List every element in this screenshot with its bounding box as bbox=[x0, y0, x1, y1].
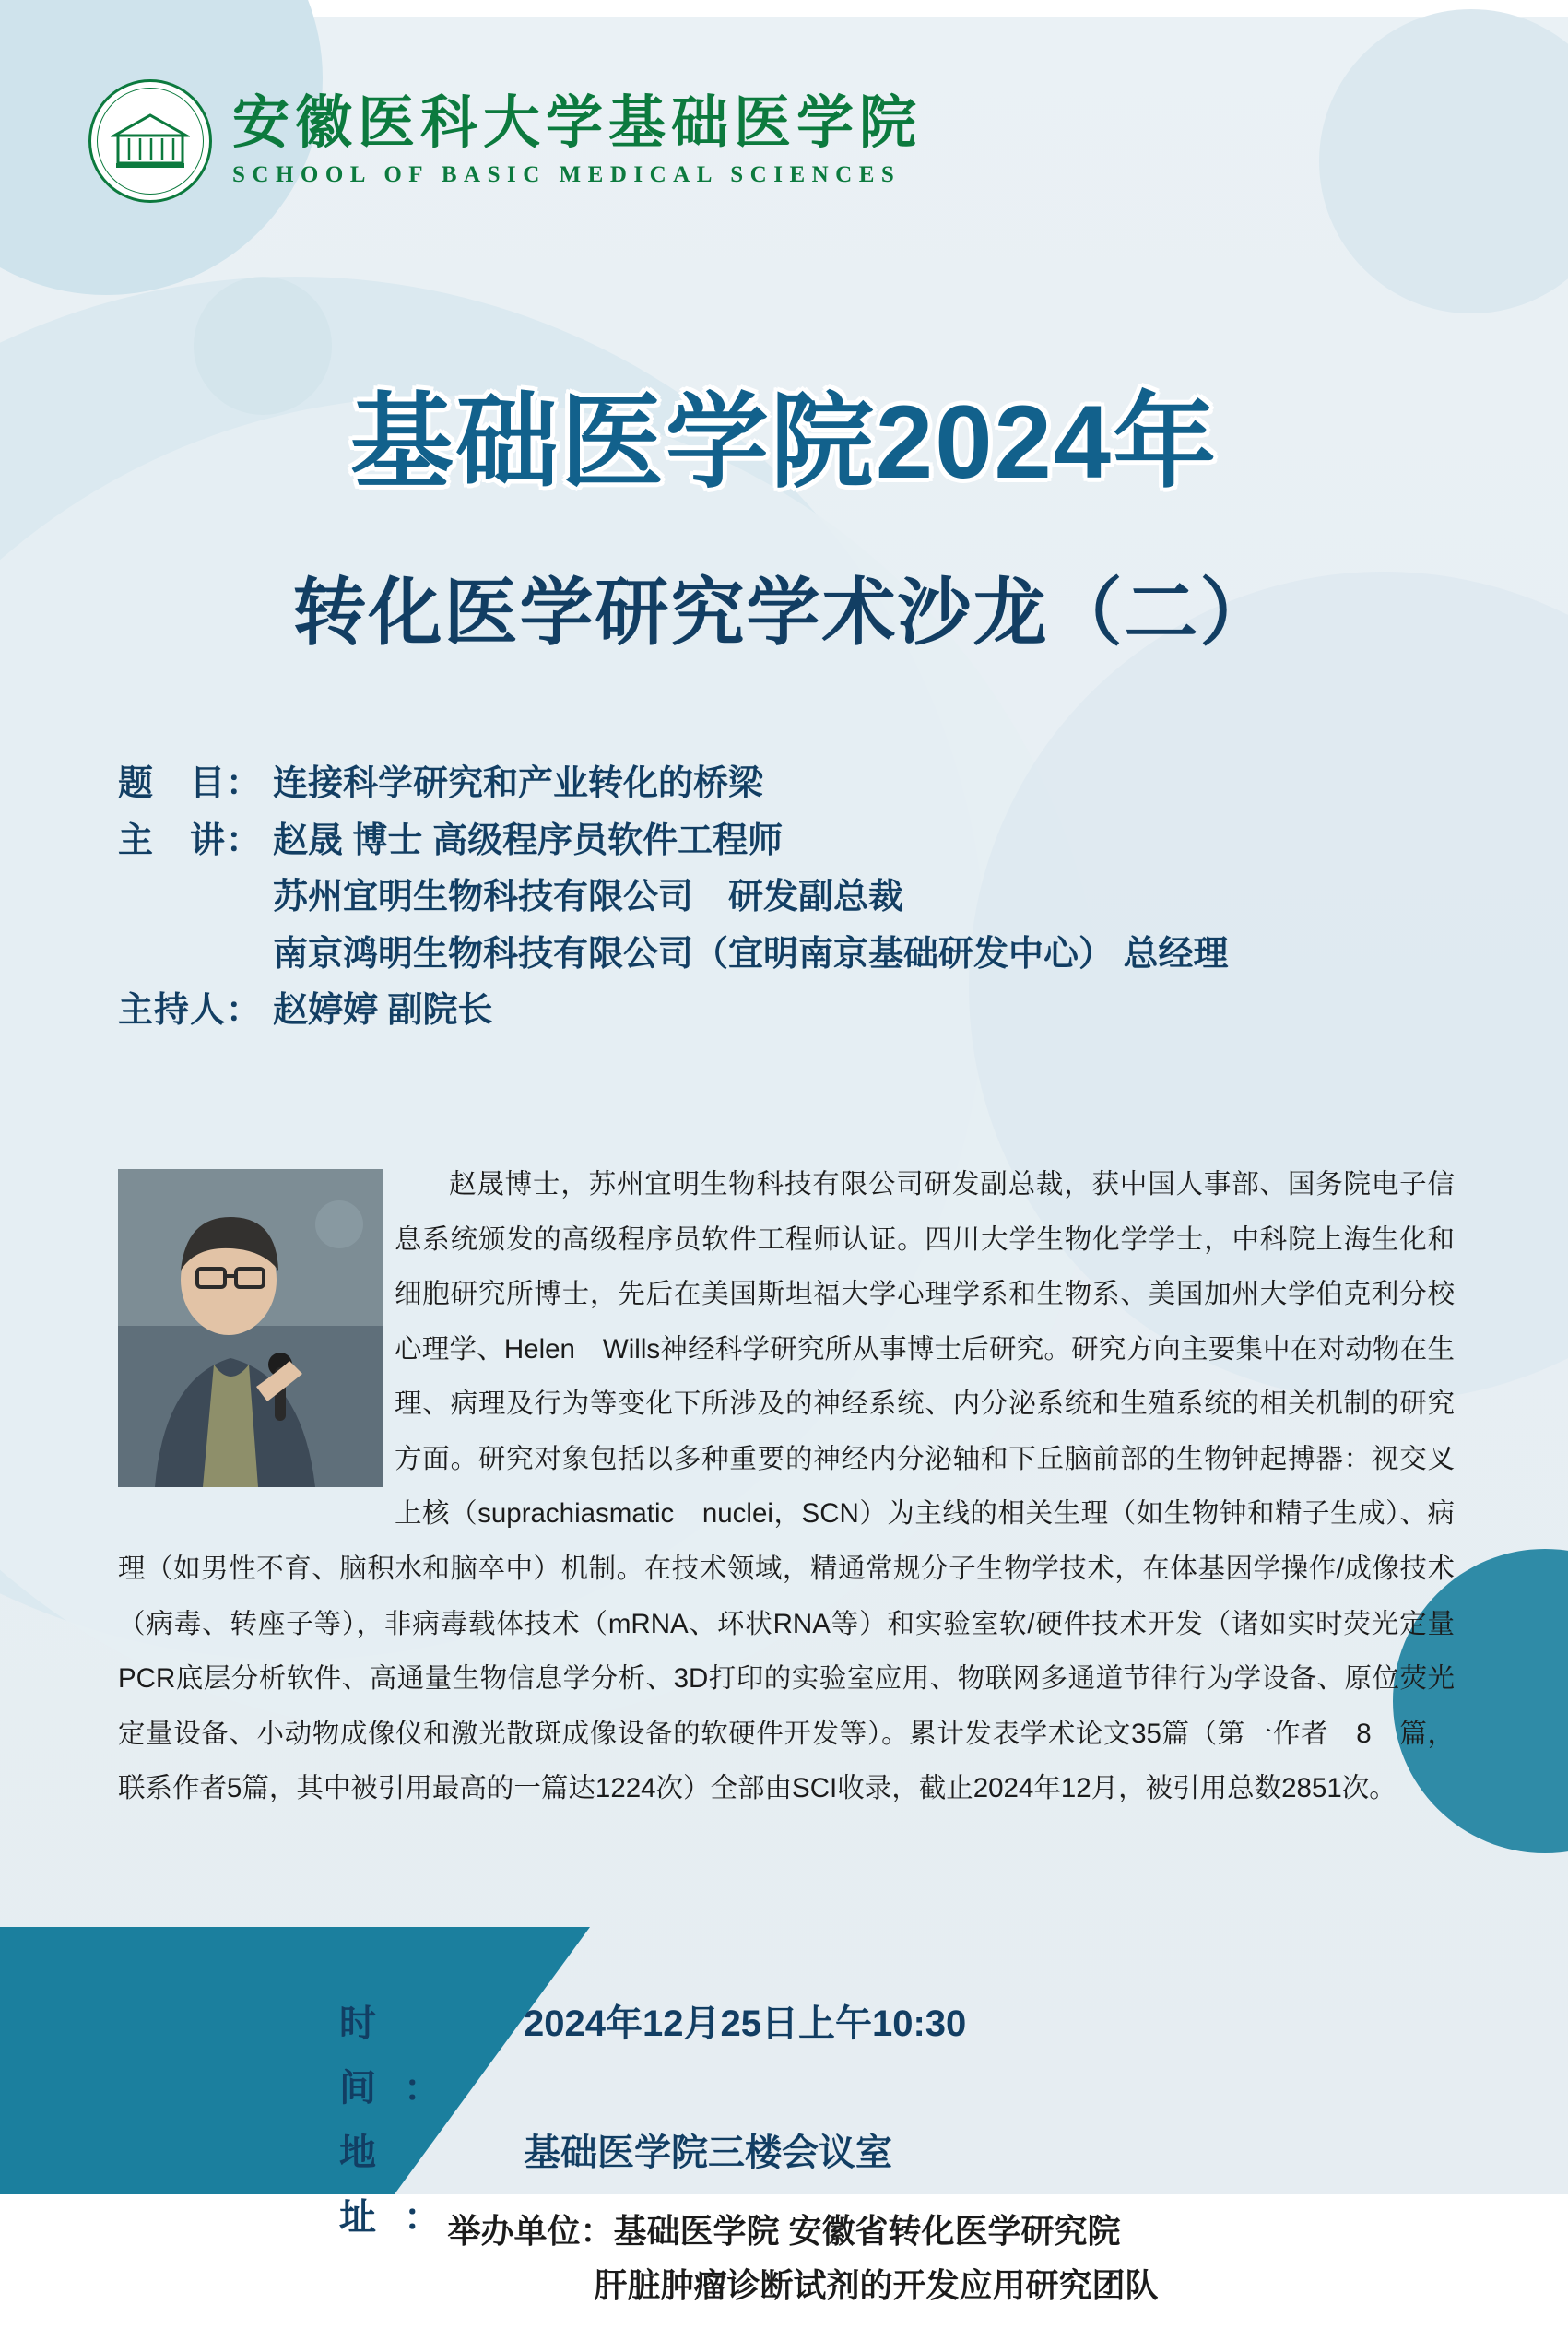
organizer-line-2: 肝脏肿瘤诊断试剂的开发应用研究团队 bbox=[594, 2266, 1159, 2305]
school-seal-icon bbox=[88, 79, 212, 203]
info-row-speaker bbox=[118, 813, 1482, 870]
host-label: 主持人： bbox=[118, 991, 263, 1031]
school-name-block bbox=[232, 94, 922, 187]
poster-title-sub: 转化医学研究学术沙龙（二） bbox=[292, 572, 1276, 654]
info-row-topic bbox=[118, 756, 1482, 813]
speaker-affiliation-2: 南京鸿明生物科技有限公司（宜明南京基础研发中心） 总经理 bbox=[273, 934, 1229, 974]
speaker-bio-text: 赵晟博士，苏州宜明生物科技有限公司研发副总裁，获中国人事部、国务院电子信息系统颁发的高级程序员软件工程师认证。四川大学生物化学学士，中科院上海生化和细胞研究所博士，先后在美国斯坦福大学心理学系和生物系、美国加州大学伯克利分校心理学、Helen Wills神经科学研究所从事博士后研究。研究方向主要集中在对动物在生理、病理及行为等变化下所涉及的神经系统、内分泌系统和生殖系统的相关机制的研究方面。研究对象包括以多种重要的神经内分泌轴和下丘脑前部的生物钟起搏器：视交叉上核（suprachiasmatic nuclei，SCN）为主线的相关生理（如生物钟和精子生成）、病理（如男性不育、脑积水和脑卒中）机制。在技术领域，精通常规分子生物学技术，在体基因学操作/成像技术（病毒、转座子等），非病毒载体技术（mRNA、环状RNA等）和实验室软/硬件技术开发（诸如实时荧光定量PCR底层分析软件、高通量生物信息学分析、3D打印的实验室应用、物联网多通道节律行为学设备、原位荧光定量设备、小动物成像仪和激光散斑成像设备的软硬件开发等）。累计发表学术论文35篇（第一作者 8 篇，联系作者5篇，其中被引用最高的一篇达1224次）全部由SCI收录，截止2024年12月，被引用总数2851次。 bbox=[118, 1169, 1455, 1804]
school-logo bbox=[88, 79, 922, 203]
speaker-label: 主 讲： bbox=[118, 821, 263, 860]
info-row-host bbox=[118, 983, 1482, 1040]
school-name-en: SCHOOL OF BASIC MEDICAL SCIENCES bbox=[232, 161, 902, 187]
speaker-value: 赵晟 博士 高级程序员软件工程师 bbox=[273, 821, 784, 860]
organizer-footer bbox=[0, 2204, 1568, 2313]
seal-ring bbox=[97, 88, 204, 195]
place-value: 基础医学院三楼会议室 bbox=[524, 2133, 892, 2173]
poster-title-main-text: 基础医学院2024年 bbox=[349, 384, 1219, 500]
time-row bbox=[339, 1992, 966, 2121]
time-value: 2024年12月25日上午10:30 bbox=[524, 2003, 967, 2044]
host-value: 赵婷婷 副院长 bbox=[273, 991, 493, 1031]
place-label: 地 址： bbox=[339, 2133, 468, 2238]
organizer-line-1: 举办单位：基础医学院 安徽省转化医学研究院 bbox=[447, 2212, 1121, 2250]
topic-label: 题 目： bbox=[118, 764, 263, 803]
topic-value: 连接科学研究和产业转化的桥梁 bbox=[273, 764, 764, 803]
poster-title-main bbox=[0, 360, 1568, 508]
school-name-cn: 安徽医科大学基础医学院 bbox=[232, 92, 923, 156]
event-info bbox=[118, 756, 1482, 1040]
time-label: 时 间： bbox=[339, 2003, 468, 2109]
speaker-photo bbox=[118, 1169, 383, 1487]
speaker-affiliation-1: 苏州宜明生物科技有限公司 研发副总裁 bbox=[273, 878, 904, 917]
